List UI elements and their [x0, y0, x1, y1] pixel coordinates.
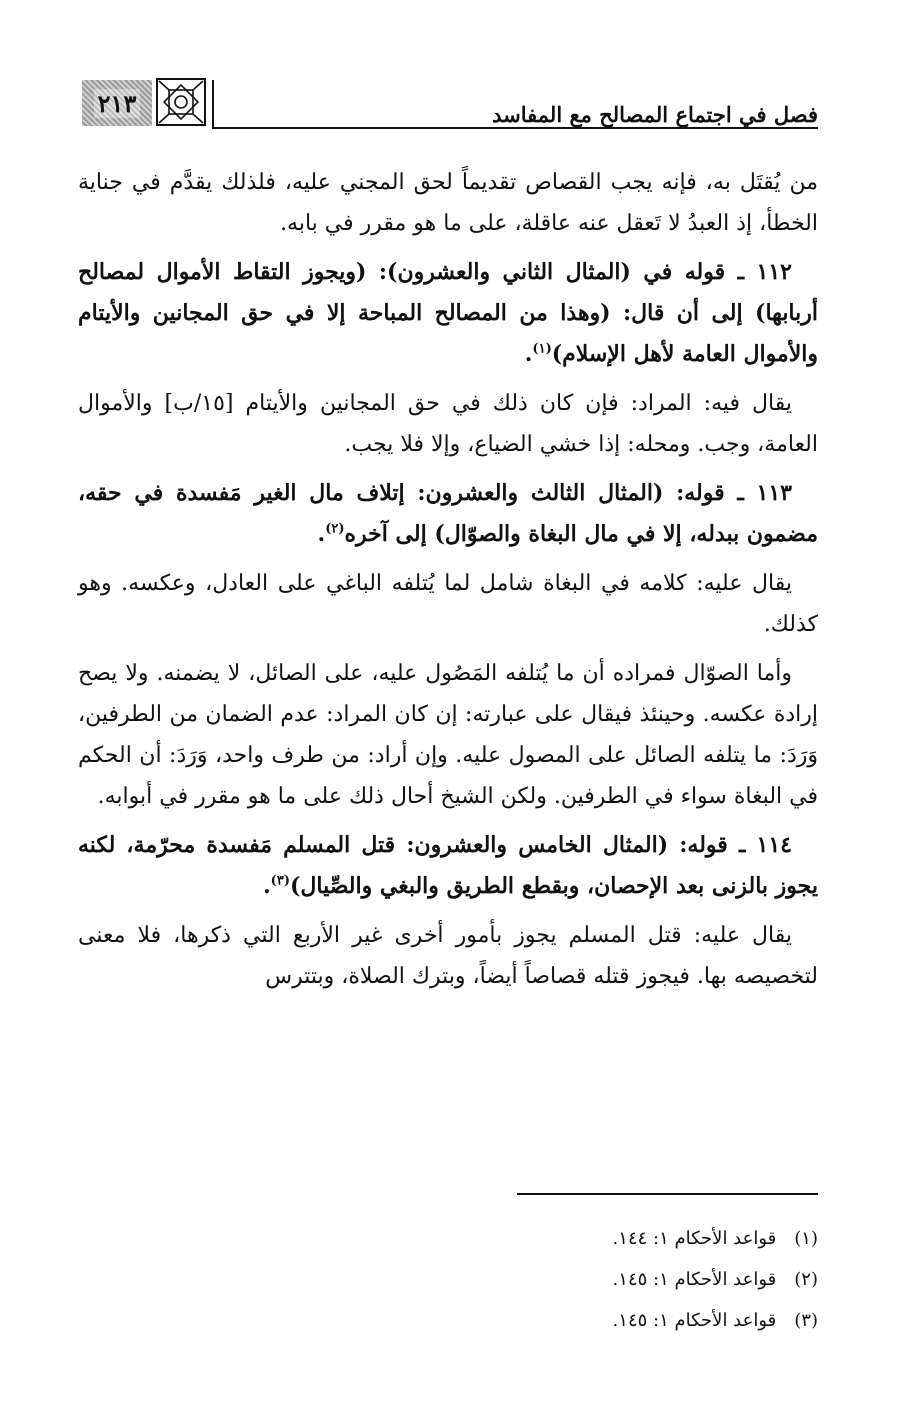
footnote — [398, 1300, 818, 1341]
paragraph: وأما الصوّال فمراده أن ما يُتلفه المَصُول عليه، على الصائل، لا يضمنه. ولا يصح إرادة عكسه. وحينئذ فيقال على عبارته: إن كان المراد: عدم الضمان من الطرفين، وَرَدَ: ما يتلفه الصائل على المصول عليه. وإن أراد: من طرف واحد، وَرَدَ: أن الحكم في البغاة سواء في الطرفين. ولكن الشيخ أحال ذلك على ما هو مقرر في أبوابه. — [78, 661, 818, 809]
footnote-marker: (٢) — [325, 521, 345, 537]
page-number: ٢١٣ — [94, 89, 141, 118]
footnote-number: (١) — [794, 1228, 818, 1249]
paragraph-item-112 — [78, 252, 818, 375]
ornament-icon — [156, 78, 206, 126]
footnote-text: قواعد الأحكام ١: ١٤٥. — [612, 1310, 777, 1331]
footnote — [398, 1218, 818, 1259]
paragraph: يقال عليه: قتل المسلم يجوز بأمور أخرى غير الأربع التي ذكرها، فلا معنى لتخصيصه بها. فيجوز قتله قصاصاً أيضاً، وبترك الصلاة، وبتترس — [78, 923, 818, 989]
sentence-end: . — [317, 521, 326, 547]
footnote — [398, 1259, 818, 1300]
footnote-marker: (١) — [532, 341, 552, 357]
footnote-text: قواعد الأحكام ١: ١٤٤. — [612, 1228, 777, 1249]
running-title: فصل في اجتماع المصالح مع المفاسد — [492, 102, 818, 127]
paragraph: يقال فيه: المراد: فإن كان ذلك في حق المجانين والأيتام [١٥/ب] والأموال العامة، وجب. ومحله: إذا خشي الضياع، وإلا فلا يجب. — [78, 391, 818, 457]
footnotes — [398, 1218, 818, 1341]
footnote-number: (٣) — [794, 1310, 818, 1331]
paragraph-text: ١١٤ ـ قوله: (المثال الخامس والعشرون: قتل المسلم مَفسدة محرّمة، لكنه يجوز بالزنى بعد الإحصان، وبقطع الطريق والبغي والصِّيال) — [78, 832, 818, 899]
page-header — [82, 72, 818, 132]
paragraph-item-114 — [78, 825, 818, 907]
footnote-rule — [517, 1193, 818, 1195]
paragraph-item-113 — [78, 473, 818, 555]
footnote-marker: (٣) — [270, 873, 290, 889]
footnote-text: قواعد الأحكام ١: ١٤٥. — [612, 1269, 777, 1290]
page-number-box — [82, 80, 152, 126]
main-text — [78, 162, 818, 1005]
sentence-end: . — [524, 341, 533, 367]
header-separator — [212, 80, 214, 129]
header-rule — [214, 127, 818, 129]
paragraph-text: ١١٣ ـ قوله: (المثال الثالث والعشرون: إتلاف مال الغير مَفسدة في حقه، مضمون ببدله، إلا في مال البغاة والصوّال) إلى آخره — [78, 480, 818, 547]
footnote-number: (٢) — [794, 1269, 818, 1290]
paragraph-text: ١١٢ ـ قوله في (المثال الثاني والعشرون): (ويجوز التقاط الأموال لمصالح أربابها) إلى أن قال: (وهذا من المصالح المباحة إلا في حق المجانين والأيتام والأموال العامة لأهل الإسلام) — [78, 259, 818, 367]
paragraph: من يُقتَل به، فإنه يجب القصاص تقديماً لحق المجني عليه، فلذلك يقدَّم في جناية الخطأ، إذ العبدُ لا تَعقل عنه عاقلة، على ما هو مقرر في بابه. — [78, 170, 818, 236]
sentence-end: . — [263, 873, 271, 899]
paragraph: يقال عليه: كلامه في البغاة شامل لما يُتلفه الباغي على العادل، وعكسه. وهو كذلك. — [78, 571, 818, 637]
